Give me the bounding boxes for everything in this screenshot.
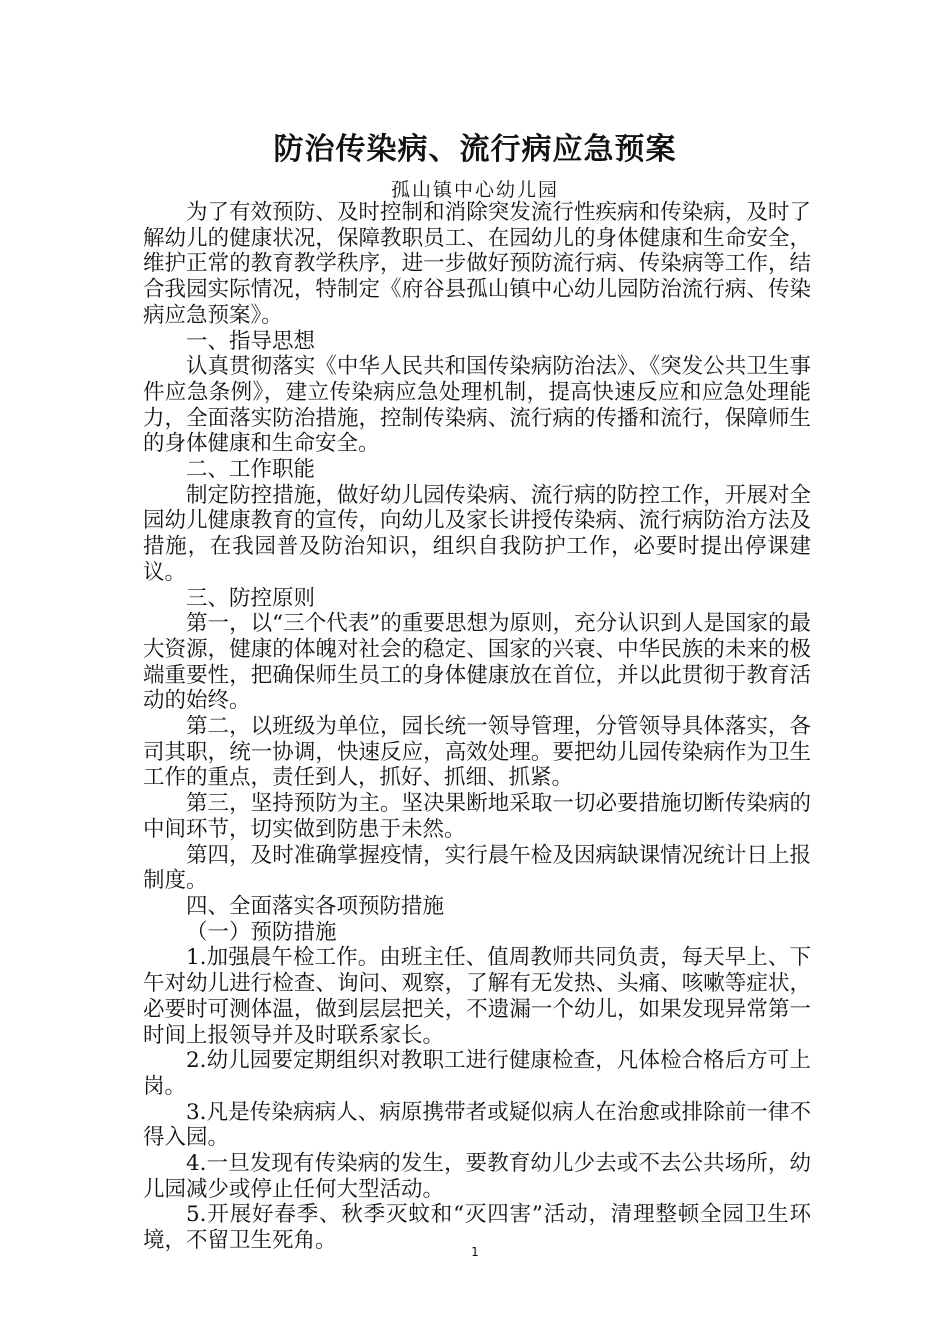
subsection-heading-measures: （一）预防措施	[186, 919, 337, 945]
document-subtitle: 孤山镇中心幼儿园	[390, 179, 559, 201]
paragraph-principle-2: 第二，以班级为单位，园长统一领导管理，分管领导具体落实，各司其职，统一协调，快速反应，高效处理。要把幼儿园传染病作为卫生工作的重点，责任到人，抓好、抓细、抓紧。	[143, 714, 811, 791]
intro-paragraph: 为了有效预防、及时控制和消除突发流行性疾病和传染病，及时了解幼儿的健康状况，保障教职员工、在园幼儿的身体健康和生命安全，维护正常的教育教学秩序，进一步做好预防流行病、传染病等工作，结合我园实际情况，特制定《府谷县孤山镇中心幼儿园防治流行病、传染病应急预案》。	[143, 200, 811, 328]
section-heading-work-function: 二、工作职能	[186, 457, 316, 483]
list-item-measure-4: 4.一旦发现有传染病的发生，要教育幼儿少去或不去公共场所，幼儿园减少或停止任何大型活动。	[143, 1151, 811, 1202]
document-title: 防治传染病、流行病应急预案	[273, 132, 677, 167]
document-body	[143, 200, 811, 1254]
paragraph-principle-1: 第一，以“三个代表”的重要思想为原则，充分认识到人是国家的最大资源，健康的体魄对社会的稳定、国家的兴衰、中华民族的未来的极端重要性，把确保师生员工的身体健康放在首位，并以此贯彻于教育活动的始终。	[143, 611, 811, 714]
list-item-measure-5: 5.开展好春季、秋季灭蚊和“灭四害”活动，清理整顿全园卫生环境，不留卫生死角。	[143, 1202, 811, 1254]
section-heading-guiding-thought: 一、指导思想	[186, 328, 316, 354]
paragraph-principle-4: 第四，及时准确掌握疫情，实行晨午检及因病缺课情况统计日上报制度。	[143, 842, 811, 894]
section-heading-prevention-principles: 三、防控原则	[186, 585, 316, 611]
page-number: 1	[471, 1245, 479, 1259]
paragraph-guiding-thought: 认真贯彻落实《中华人民共和国传染病防治法》、《突发公共卫生事件应急条例》，建立传染病应急处理机制，提高快速反应和应急处理能力，全面落实防治措施，控制传染病、流行病的传播和流行，保障师生的身体健康和生命安全。	[143, 354, 811, 457]
paragraph-work-function: 制定防控措施，做好幼儿园传染病、流行病的防控工作，开展对全园幼儿健康教育的宣传，向幼儿及家长讲授传染病、流行病防治方法及措施，在我园普及防治知识，组织自我防护工作，必要时提出停课建议。	[143, 482, 811, 585]
list-item-measure-2: 2.幼儿园要定期组织对教职工进行健康检查，凡体检合格后方可上岗。	[143, 1048, 811, 1099]
section-heading-preventive-measures: 四、全面落实各项预防措施	[186, 893, 445, 919]
list-item-measure-1: 1.加强晨午检工作。由班主任、值周教师共同负责，每天早上、下午对幼儿进行检查、询问、观察，了解有无发热、头痛、咳嗽等症状，必要时可测体温，做到层层把关，不遗漏一个幼儿，如果发现异常第一时间上报领导并及时联系家长。	[143, 945, 811, 1048]
paragraph-principle-3: 第三，坚持预防为主。坚决果断地采取一切必要措施切断传染病的中间环节，切实做到防患于未然。	[143, 791, 811, 842]
list-item-measure-3: 3.凡是传染病病人、病原携带者或疑似病人在治愈或排除前一律不得入园。	[143, 1099, 811, 1151]
